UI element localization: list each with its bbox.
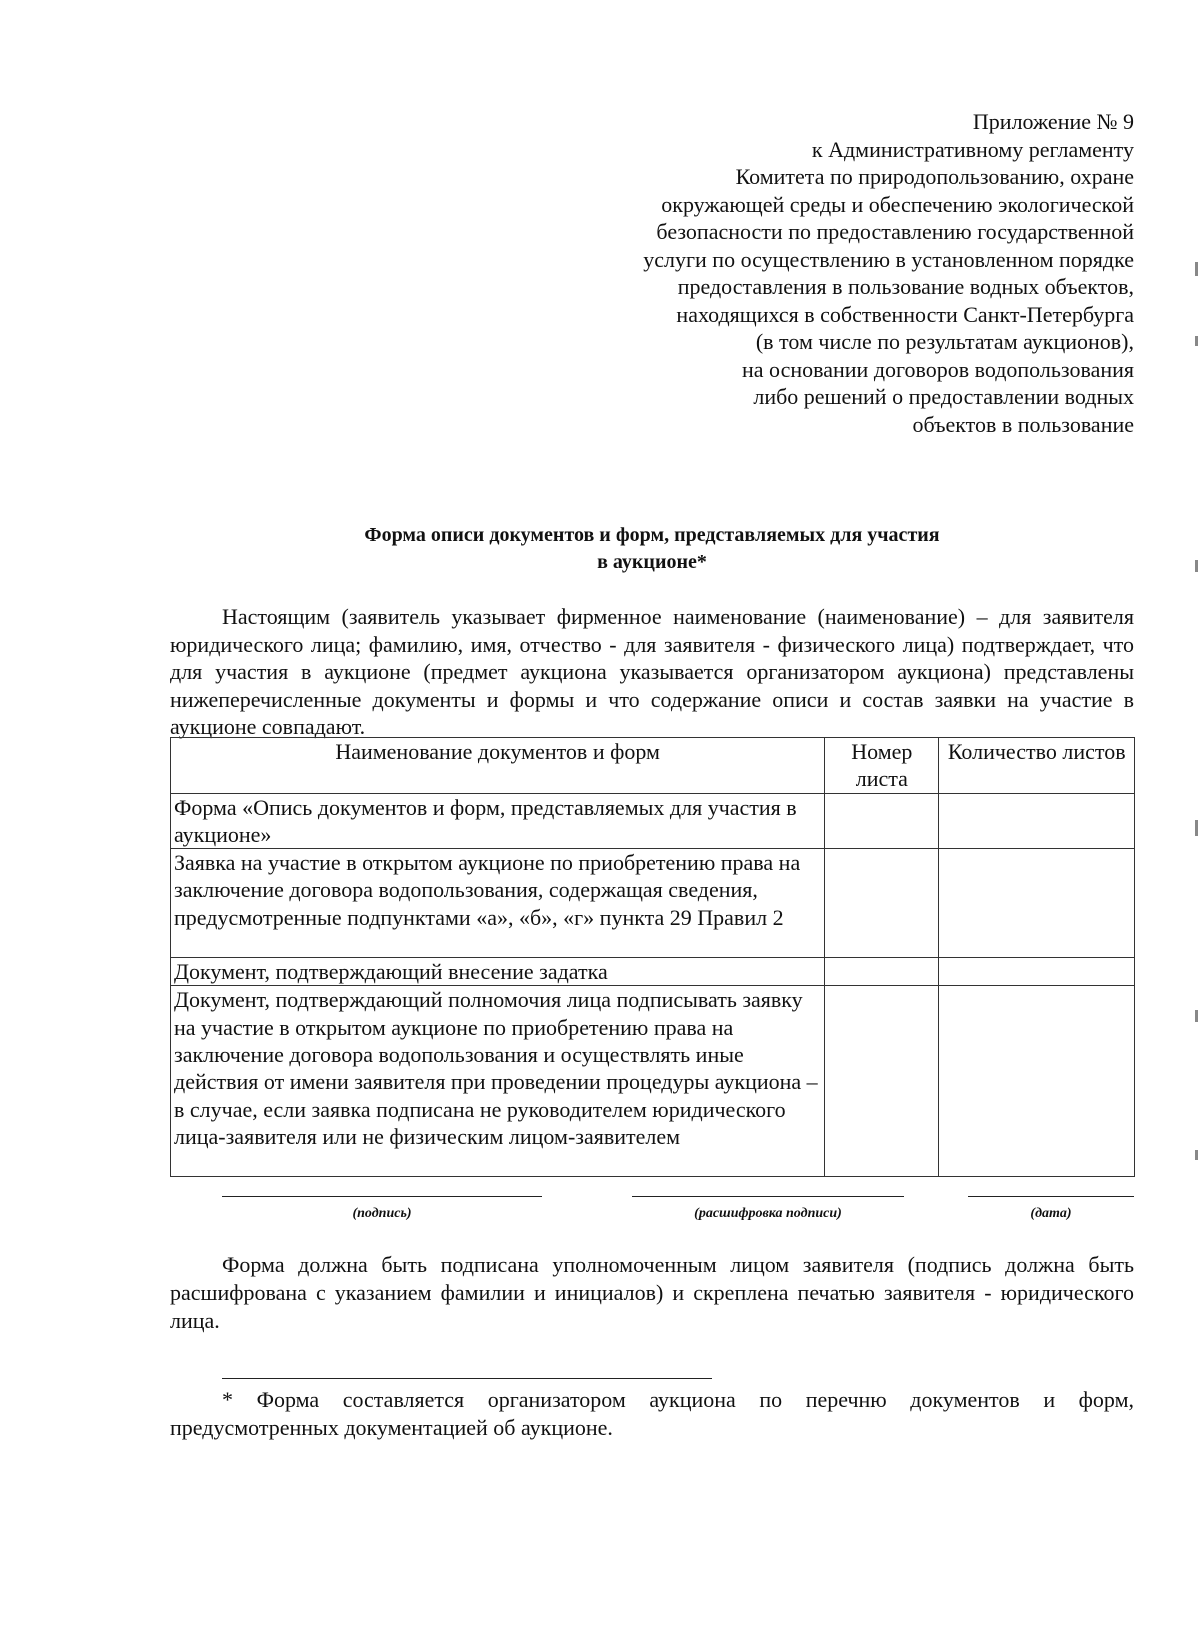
signature-decoding-field[interactable]: (расшифровка подписи) — [632, 1196, 904, 1222]
row-sheet-number[interactable] — [825, 986, 939, 1177]
appendix-line: безопасности по предоставлению государственной — [656, 219, 1134, 244]
scan-edge-mark — [1195, 262, 1198, 276]
row-sheet-number[interactable] — [825, 849, 939, 958]
footnote: * Форма составляется организатором аукциона по перечню документов и форм, предусмотренных документацией об аукционе. — [170, 1387, 1134, 1440]
scan-edge-mark — [1195, 1010, 1198, 1022]
header-sheet-number: Номер листа — [825, 738, 939, 794]
signing-note: Форма должна быть подписана уполномоченным лицом заявителя (подпись должна быть расшифрована с указанием фамилии и инициалов) и скреплена печатью заявителя - юридического лица. — [170, 1252, 1134, 1333]
documents-table — [170, 737, 1135, 1177]
signature-field[interactable]: (подпись) — [222, 1196, 542, 1222]
table-row — [171, 986, 1135, 1177]
table-row — [171, 793, 1135, 849]
table-row — [171, 849, 1135, 958]
footnote-divider — [222, 1378, 712, 1379]
appendix-line: на основании договоров водопользования — [742, 356, 1134, 382]
table-row — [171, 958, 1135, 986]
table-header-row — [171, 738, 1135, 794]
row-sheet-count[interactable] — [939, 986, 1135, 1177]
header-name: Наименование документов и форм — [171, 738, 825, 794]
appendix-line: окружающей среды и обеспечению экологической — [661, 191, 1134, 217]
scan-edge-mark — [1195, 336, 1198, 346]
form-title — [170, 522, 1134, 576]
form-title-line-1: Форма описи документов и форм, представляемых для участия — [364, 524, 940, 546]
scan-edge-mark — [1195, 560, 1198, 572]
row-sheet-count[interactable] — [939, 849, 1135, 958]
appendix-header — [514, 108, 1134, 438]
row-document-name: Документ, подтверждающий полномочия лица подписывать заявку на участие в открытом аукционе по приобретению права на заключение договора водопользования и осуществлять иные действия от имени заявителя при проведении процедуры аукциона – в случае, если заявка подписана не руководителем юридического лица-заявителя или не физическим лицом-заявителем — [171, 986, 825, 1177]
row-sheet-number[interactable] — [825, 958, 939, 986]
scan-edge-mark — [1195, 820, 1198, 836]
date-field[interactable]: (дата) — [968, 1196, 1134, 1222]
appendix-line: (в том числе по результатам аукционов), — [755, 329, 1134, 354]
row-sheet-count[interactable] — [939, 958, 1135, 986]
appendix-line: к Административному регламенту — [811, 136, 1134, 162]
appendix-line: Приложение № 9 — [972, 109, 1134, 134]
appendix-line: услуги по осуществлению в установленном порядке — [643, 246, 1134, 272]
appendix-line: находящихся в собственности Санкт-Петербурга — [676, 301, 1134, 327]
row-document-name: Заявка на участие в открытом аукционе по приобретению права на заключение договора водопользования, содержащая сведения, предусмотренные подпунктами «а», «б», «г» пункта 29 Правил 2 — [171, 849, 825, 958]
appendix-line: либо решений о предоставлении водных — [753, 384, 1134, 409]
header-sheet-count: Количество листов — [939, 738, 1135, 794]
form-title-line-2: в аукционе* — [597, 551, 707, 573]
row-sheet-number[interactable] — [825, 793, 939, 849]
appendix-line: Комитета по природопользованию, охране — [735, 164, 1134, 189]
row-sheet-count[interactable] — [939, 793, 1135, 849]
scan-edge-mark — [1195, 1150, 1198, 1160]
appendix-line: объектов в пользование — [912, 411, 1134, 437]
appendix-line: предоставления в пользование водных объектов, — [677, 274, 1134, 299]
row-document-name: Форма «Опись документов и форм, представляемых для участия в аукционе» — [171, 793, 825, 849]
row-document-name: Документ, подтверждающий внесение задатка — [171, 958, 825, 986]
intro-paragraph: Настоящим (заявитель указывает фирменное наименование (наименование) – для заявителя юридического лица; фамилию, имя, отчество - для заявителя - физического лица) подтверждает, что для участия в аукционе (предмет аукциона указывается организатором аукциона) представлены нижеперечисленные документы и формы и что содержание описи и состав заявки на участие в аукционе совпадают. — [170, 604, 1134, 739]
